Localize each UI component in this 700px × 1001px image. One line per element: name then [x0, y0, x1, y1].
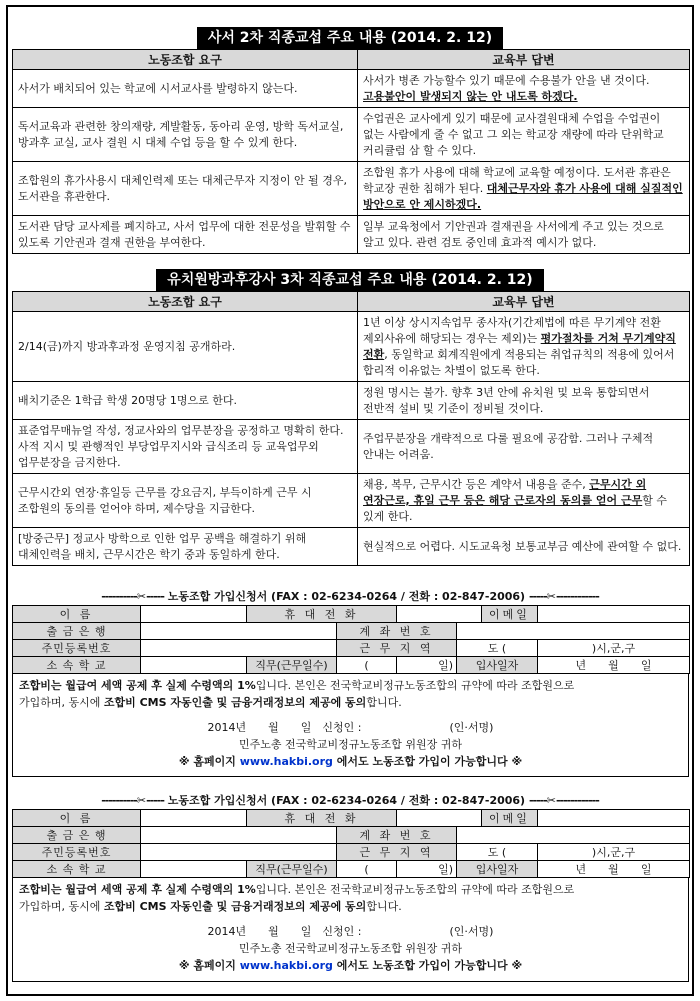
phone-field[interactable]	[397, 606, 482, 623]
answer-cell: 수업권은 교사에게 있기 때문에 교사결원대체 수업을 수업권이 없는 사람에게 줄 수 없고 그 외는 학교장 재량에 따라 단위학교 커리큘럼 삼 할 수 있다.	[358, 108, 690, 162]
col-union: 노동조합 요구	[13, 292, 358, 312]
table-row	[13, 420, 690, 474]
table-row	[13, 312, 690, 382]
table-row	[13, 108, 690, 162]
demand-cell: 배치기준은 1학급 학생 20명당 1명으로 한다.	[13, 382, 358, 420]
resident-no-field[interactable]	[141, 640, 337, 657]
answer-cell: 1년 이상 상시지속업무 종사자(기간제법에 따른 무기계약 전환 제외사유에 해당되는 경우는 제외)는 평가절차를 거쳐 무기계약직 전환, 동일학교 회계직원에게 적용되는 취업규칙의 적용에 있어서 합리적 이유없는 차별이 없도록 한다.	[358, 312, 690, 382]
demand-cell: [방중근무] 정교사 방학으로 인한 업무 공백을 해결하기 위해 대체인력을 배치, 근무시간은 학기 중과 동일하게 한다.	[13, 528, 358, 566]
form-title: 노동조합 가입신청서 (FAX : 02-6234-0264 / 전화 : 02-847-2006)	[167, 590, 526, 603]
form-note-2: 조합비는 월급여 세액 공제 후 실제 수령액의 1%입니다. 본인은 전국학교비정규노동조합의 규약에 따라 조합원으로 가입하며, 동시에 조합비 CMS 자동인출 및 금융거래정보의 제공에 동의합니다. 2014년 월 일 신청인 : (인·서명) 민주노총 전국학교비정규노동조합 위원장 귀하 ※ 홈페이지 www.hakbi.org 에서도 노동조합 가입이 가능합니다 ※	[12, 877, 689, 982]
scissors-icon: ✂	[136, 590, 147, 603]
table-row	[13, 474, 690, 528]
section2-title: 유치원방과후강사 3차 직종교섭 주요 내용 (2014. 2. 12)	[8, 269, 692, 291]
section1-table	[12, 49, 690, 254]
table-row	[13, 70, 690, 108]
demand-cell: 표준업무매뉴얼 작성, 정교사와의 업무분장을 공정하고 명확히 한다. 사적 지시 및 관행적인 부당업무지시와 급식조리 등 교육업무외 업무분장을 금지한다.	[13, 420, 358, 474]
form-note-1: 조합비는 월급여 세액 공제 후 실제 수령액의 1%입니다. 본인은 전국학교비정규노동조합의 규약에 따라 조합원으로 가입하며, 동시에 조합비 CMS 자동인출 및 금융거래정보의 제공에 동의합니다. 2014년 월 일 신청인 : (인·서명) 민주노총 전국학교비정규노동조합 위원장 귀하 ※ 홈페이지 www.hakbi.org 에서도 노동조합 가입이 가능합니다 ※	[12, 673, 689, 777]
scissors-icon: ✂	[136, 794, 147, 807]
demand-cell: 조합원의 휴가사용시 대체인력제 또는 대체근무자 지정이 안 될 경우, 도서관을 휴관한다.	[13, 162, 358, 216]
school-field[interactable]	[141, 657, 247, 674]
bank-field[interactable]	[141, 623, 337, 640]
account-field[interactable]	[457, 827, 690, 844]
name-field[interactable]	[141, 606, 247, 623]
demand-cell: 독서교육과 관련한 창의재량, 계발활동, 동아리 운영, 방학 독서교실, 방과후 교실, 교사 결원 시 대체 수업 등을 할 수 있게 한다.	[13, 108, 358, 162]
form-title: 노동조합 가입신청서 (FAX : 02-6234-0264 / 전화 : 02-847-2006)	[167, 794, 526, 807]
table-row	[13, 162, 690, 216]
answer-cell: 사서가 병존 가능할수 있기 때문에 수용불가 안을 낸 것이다. 고용불안이 발생되지 않는 안 내도록 하겠다.	[358, 70, 690, 108]
col-ministry: 교육부 답변	[358, 50, 690, 70]
answer-cell: 주업무분장을 개략적으로 다룰 필요에 공감함. 그러나 구체적 안내는 어려움.	[358, 420, 690, 474]
demand-cell: 2/14(금)까지 방과후과정 운영지침 공개하라.	[13, 312, 358, 382]
name-field[interactable]	[141, 810, 247, 827]
account-field[interactable]	[457, 623, 690, 640]
website-link[interactable]: www.hakbi.org	[239, 959, 333, 972]
resident-no-field[interactable]	[141, 844, 337, 861]
email-field[interactable]	[538, 810, 690, 827]
email-field[interactable]	[538, 606, 690, 623]
section1-title: 사서 2차 직종교섭 주요 내용 (2014. 2. 12)	[8, 27, 692, 49]
page	[6, 5, 694, 996]
school-field[interactable]	[141, 861, 247, 878]
answer-cell: 정원 명시는 불가. 향후 3년 안에 유치원 및 보육 통합되면서 전반적 설비 및 기준이 정비될 것이다.	[358, 382, 690, 420]
section2-table	[12, 291, 690, 566]
scissors-icon: ✂	[546, 794, 556, 807]
demand-cell: 사서가 배치되어 있는 학교에 시서교사를 발령하지 않는다.	[13, 70, 358, 108]
answer-cell: 현실적으로 어렵다. 시도교육청 보통교부금 예산에 관여할 수 없다.	[358, 528, 690, 566]
table-row	[13, 216, 690, 254]
application-form-1: 이 름 휴 대 전 화 이메일 출 금 은 행 계 좌 번 호 주민등록번호 근 무 지 역 도 ( )시,군,구 소 속 학 교 직무(근무일수) ( 일) 입사일자 년 월 일	[12, 605, 690, 674]
scissors-icon: ✂	[546, 590, 556, 603]
cut-line: ----------✂----- 노동조합 가입신청서 (FAX : 02-6234-0264 / 전화 : 02-847-2006) -----✂------------	[101, 590, 599, 603]
answer-cell: 조합원 휴가 사용에 대해 학교에 교육할 예정이다. 도서관 휴관은 학교장 권한 침해가 된다. 대체근무자와 휴가 사용에 대해 실질적인 방안으로 안 제시하겠다.	[358, 162, 690, 216]
answer-cell: 일부 교육청에서 기안권과 결재권을 사서에게 주고 있는 것으로 알고 있다. 관련 검토 중인데 효과적 예시가 없다.	[358, 216, 690, 254]
website-link[interactable]: www.hakbi.org	[239, 755, 333, 768]
table-row	[13, 528, 690, 566]
phone-field[interactable]	[397, 810, 482, 827]
cut-line: ----------✂----- 노동조합 가입신청서 (FAX : 02-6234-0264 / 전화 : 02-847-2006) -----✂------------	[101, 794, 599, 807]
bank-field[interactable]	[141, 827, 337, 844]
application-form-2: 이 름 휴 대 전 화 이메일 출 금 은 행 계 좌 번 호 주민등록번호 근 무 지 역 도 ( )시,군,구 소 속 학 교 직무(근무일수) ( 일) 입사일자 년 월 일	[12, 809, 690, 878]
demand-cell: 근무시간외 연장·휴일등 근무를 강요금지, 부득이하게 근무 시 조합원의 동의를 얻어야 하며, 제수당을 지급한다.	[13, 474, 358, 528]
col-ministry: 교육부 답변	[358, 292, 690, 312]
demand-cell: 도서관 담당 교사제를 폐지하고, 사서 업무에 대한 전문성을 발휘할 수 있도록 기안권과 결재 권한을 부여한다.	[13, 216, 358, 254]
table-row	[13, 382, 690, 420]
col-union: 노동조합 요구	[13, 50, 358, 70]
answer-cell: 채용, 복무, 근무시간 등은 계약서 내용을 준수, 근무시간 외 연장근로, 휴일 근무 등은 해당 근로자의 동의를 얻어 근무할 수 있게 한다.	[358, 474, 690, 528]
